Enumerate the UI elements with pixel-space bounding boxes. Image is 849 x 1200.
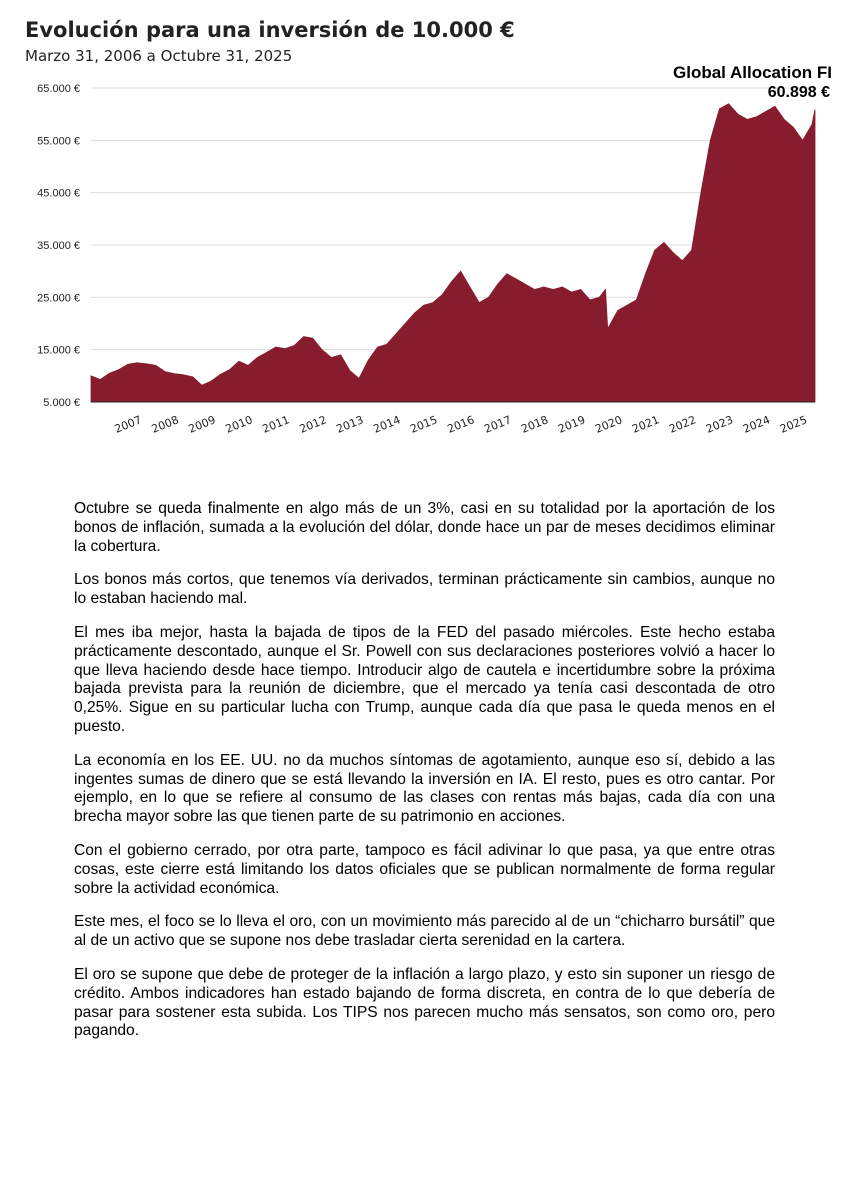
y-tick-label: 25.000 € bbox=[37, 292, 80, 305]
x-tick-label: 2015 bbox=[408, 413, 440, 436]
x-tick-label: 2016 bbox=[445, 413, 477, 436]
x-tick-label: 2014 bbox=[371, 413, 403, 436]
article-body bbox=[74, 500, 775, 1056]
x-tick-label: 2007 bbox=[112, 413, 144, 436]
y-tick-label: 35.000 € bbox=[37, 240, 80, 252]
performance-chart bbox=[0, 60, 849, 440]
x-tick-label: 2019 bbox=[556, 413, 588, 436]
x-tick-label: 2013 bbox=[334, 413, 366, 436]
y-tick-label: 45.000 € bbox=[37, 187, 80, 200]
x-tick-label: 2023 bbox=[704, 413, 735, 436]
chart-subtitle: Marzo 31, 2006 a Octubre 31, 2025 bbox=[25, 47, 293, 65]
y-tick-label: 5.000 € bbox=[43, 397, 80, 409]
series-area bbox=[91, 104, 815, 402]
y-tick-label: 65.000 € bbox=[37, 83, 80, 95]
x-tick-label: 2022 bbox=[667, 413, 699, 436]
x-tick-label: 2010 bbox=[223, 413, 255, 436]
y-tick-label: 15.000 € bbox=[37, 344, 80, 357]
article-paragraph: Octubre se queda finalmente en algo más de un 3%, casi en su totalidad por la aportación de los bonos de inflación, sumada a la evolución del dólar, donde hace un par de meses decidimos eliminar la cobertura. bbox=[74, 500, 775, 555]
y-tick-label: 55.000 € bbox=[37, 135, 80, 148]
series-name-label: Global Allocation FI bbox=[673, 63, 832, 82]
x-tick-label: 2025 bbox=[778, 413, 809, 436]
article-paragraph: Este mes, el foco se lo lleva el oro, con un movimiento más parecido al de un “chicharro bursátil” que al de un activo que se supone nos debe trasladar cierta serenidad en la cartera. bbox=[74, 913, 775, 950]
x-tick-label: 2024 bbox=[741, 413, 773, 436]
article-paragraph: Los bonos más cortos, que tenemos vía derivados, terminan prácticamente sin cambios, aunque no lo estaban haciendo mal. bbox=[74, 571, 775, 608]
x-tick-label: 2018 bbox=[519, 413, 551, 436]
x-tick-label: 2017 bbox=[482, 413, 514, 436]
x-tick-label: 2011 bbox=[260, 413, 292, 436]
x-tick-label: 2021 bbox=[630, 413, 662, 436]
chart-area-layer bbox=[91, 104, 815, 402]
x-tick-label: 2009 bbox=[186, 413, 218, 436]
article-paragraph: El mes iba mejor, hasta la bajada de tipos de la FED del pasado miércoles. Este hecho estaba prácticamente descontado, aunque el Sr. Powell con sus declaraciones posteriores volvió a hacer lo que lleva haciendo desde hace tiempo. Introducir algo de cautela e incertidumbre sobre la próxima bajada prevista para la reunión de diciembre, que el mercado ya tenía casi descontada de otro 0,25%. Sigue en su particular lucha con Trump, aunque cada día que pasa le queda menos en el puesto. bbox=[74, 623, 775, 735]
article-paragraph: Con el gobierno cerrado, por otra parte, tampoco es fácil adivinar lo que pasa, ya que entre otras cosas, este cierre está limitando los datos oficiales que se publican normalmente de forma regular sobre la actividad económica. bbox=[74, 841, 775, 897]
article-paragraph: La economía en los EE. UU. no da muchos síntomas de agotamiento, aunque eso sí, debido a las ingentes sumas de dinero que se está llevando la inversión en IA. El resto, pues es otro cantar. Por ejemplo, en lo que se refiere al consumo de las clases con rentas más bajas, cada día con una brecha mayor sobre las que tienen parte de su patrimonio en acciones. bbox=[74, 751, 775, 826]
series-final-value-label: 60.898 € bbox=[767, 84, 830, 101]
chart-title: Evolución para una inversión de 10.000 € bbox=[25, 18, 515, 42]
x-tick-label: 2008 bbox=[149, 413, 181, 436]
x-tick-label: 2012 bbox=[297, 413, 329, 436]
article-paragraph: El oro se supone que debe de proteger de la inflación a largo plazo, y esto sin suponer un riesgo de crédito. Ambos indicadores han estado bajando de forma discreta, en contra de lo que debería de pasar para sostener esta subida. Los TIPS nos parecen mucho más sensatos, son como oro, pero pagando. bbox=[74, 965, 775, 1040]
x-tick-label: 2020 bbox=[593, 413, 625, 436]
